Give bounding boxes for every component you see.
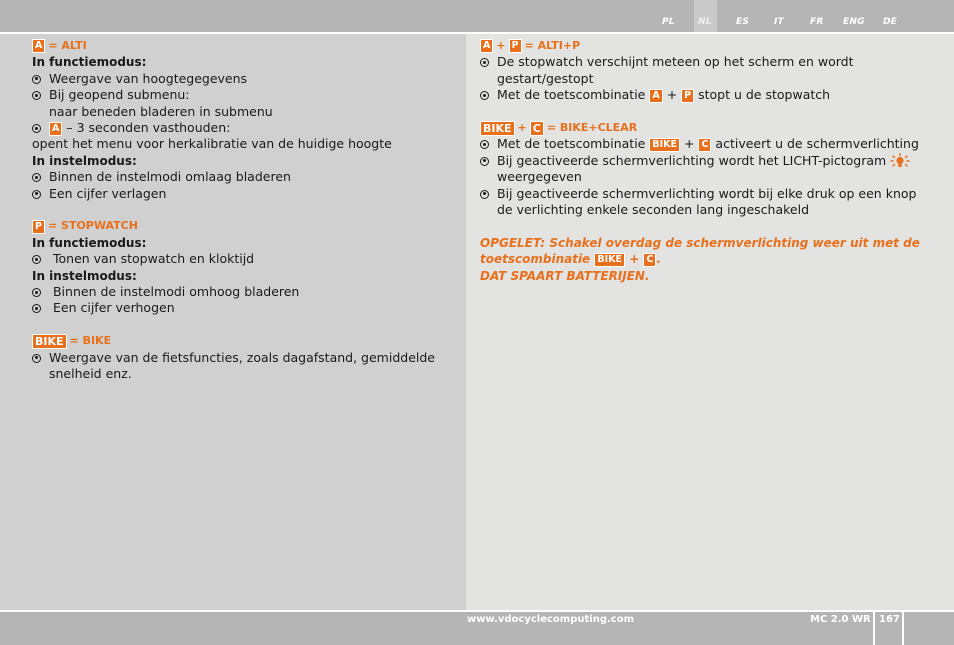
top-bar [0,0,954,32]
stopwatch-heading [32,218,452,234]
list-item-text: Met de toetscombinatie [497,136,646,152]
stopwatch-title: = STOPWATCH [47,219,138,233]
list-item [32,300,452,316]
bullet-icon [32,173,41,182]
warning-line: OPGELET: Schakel overdag de schermverlichting weer uit met de [480,235,920,250]
c-key-badge: C [643,253,656,267]
alti-item3-continuation: opent het menu voor herkalibratie van de huidige hoogte [32,136,392,152]
spacer [480,104,920,120]
footer-model: MC 2.0 WR [810,614,871,625]
list-item-text: Bij geopend submenu: [49,87,190,103]
bullet-icon [32,288,41,297]
spacer [480,219,920,235]
alti-instel-list [32,169,452,202]
a-key-badge: A [649,89,662,103]
list-item [32,87,452,120]
list-item-text: Met de toetscombinatie [497,87,646,103]
list-item [32,251,452,267]
bike-key-badge: BIKE [594,253,625,267]
list-item-text: Bij geactiveerde schermverlichting wordt bij elke druk op een knop de verlichting enkele seconden lang ingeschakeld [497,185,917,218]
bullet-icon [480,190,489,199]
list-item-text: Binnen de instelmodi omlaag bladeren [49,169,291,185]
bikeclear-heading [480,120,920,136]
list-item-text: Weergave van de fietsfuncties, zoals dagafstand, gemiddelde snelheid enz. [49,349,435,382]
lang-tab-es[interactable]: ES [736,17,750,27]
footer-separator [873,612,875,645]
list-item-text: weergegeven [497,169,582,185]
left-content [32,38,452,382]
stopwatch-instel-label: In instelmodus: [32,268,137,283]
altip-heading [480,38,920,54]
alti-title: = ALTI [48,39,87,52]
footer-url-link[interactable]: www.vdocyclecomputing.com [467,614,635,625]
list-item [32,186,452,202]
bikeclear-title: = BIKE+CLEAR [546,121,638,134]
bullet-icon [32,75,41,84]
list-item [32,71,452,87]
plus-sign: + [683,136,695,152]
altip-title: = ALTI+P [524,39,581,52]
plus-sign: + [496,39,506,52]
c-key-badge: C [698,138,711,152]
page-number: 167 [879,614,900,625]
list-item [32,284,452,300]
alti-functie-list [32,71,452,137]
a-key-badge: A [480,39,493,53]
bullet-icon [32,91,41,100]
list-item-text: Een cijfer verhogen [52,300,175,316]
list-item-text: Bij geactiveerde schermverlichting wordt het LICHT-pictogram [497,152,887,168]
list-item-text: – 3 seconden vasthouden: [66,120,231,136]
bullet-icon [480,140,489,149]
warning-line: toetscombinatie BIKE + C . [480,252,662,267]
list-item [32,120,452,136]
stopwatch-functie-label: In functiemodus: [32,235,147,250]
bullet-icon [32,255,41,264]
a-key-badge: A [32,39,45,53]
list-item [480,136,920,152]
altip-list [480,54,920,103]
list-item-text: Binnen de instelmodi omhoog bladeren [52,284,300,300]
list-item [32,350,452,383]
bullet-icon [480,91,489,100]
bike-list [32,350,452,383]
warning-note [480,235,920,284]
stopwatch-functie-list [32,251,452,267]
plus-sign: + [517,121,527,134]
bikeclear-list [480,136,920,218]
right-content [480,38,920,284]
p-key-badge: P [509,39,522,53]
bullet-icon [32,190,41,199]
list-item-text: activeert u de schermverlichting [715,136,919,152]
spacer [32,202,452,218]
list-item-text: Tonen van stopwatch en kloktijd [52,251,255,267]
lang-tab-eng[interactable]: ENG [843,17,865,27]
stopwatch-instel-list [32,284,452,317]
footer-separator [902,612,904,645]
warning-line: DAT SPAART BATTERIJEN. [480,268,650,283]
lang-tab-fr[interactable]: FR [810,17,824,27]
list-item-text: De stopwatch verschijnt meteen op het scherm en wordt gestart/gestopt [497,54,854,86]
bike-key-badge: BIKE [480,121,515,136]
list-item [32,169,452,185]
p-key-badge: P [681,89,694,103]
bullet-icon [32,304,41,313]
alti-heading [32,38,452,54]
list-item-text: Weergave van hoogtegegevens [49,70,248,86]
list-item [480,186,920,219]
spacer [32,317,452,333]
bike-key-badge: BIKE [32,334,67,349]
bullet-icon [32,124,41,133]
p-key-badge: P [32,220,45,234]
c-key-badge: C [530,121,544,136]
list-item-text: naar beneden bladeren in submenu [49,103,273,119]
bike-heading [32,333,452,349]
list-item-text: Een cijfer verlagen [49,185,167,201]
lang-tab-de[interactable]: DE [883,17,898,27]
plus-sign: + [629,252,640,267]
list-item [480,54,920,87]
bullet-icon [480,58,489,67]
alti-instel-label: In instelmodus: [32,153,137,168]
lang-tab-it[interactable]: IT [774,17,784,27]
alti-functie-label: In functiemodus: [32,55,147,70]
bullet-icon [480,157,489,166]
lang-tab-pl[interactable]: PL [662,17,675,27]
light-bulb-icon [890,153,910,169]
plus-sign: + [666,87,678,103]
bike-key-badge: BIKE [649,138,680,152]
list-item [480,153,920,186]
active-language-highlight [694,0,717,32]
a-key-badge: A [49,122,62,136]
list-item [480,87,920,103]
bullet-icon [32,354,41,363]
list-item-text: stopt u de stopwatch [698,87,831,103]
lang-tab-nl[interactable]: NL [698,17,712,27]
bike-title: = BIKE [69,334,112,348]
